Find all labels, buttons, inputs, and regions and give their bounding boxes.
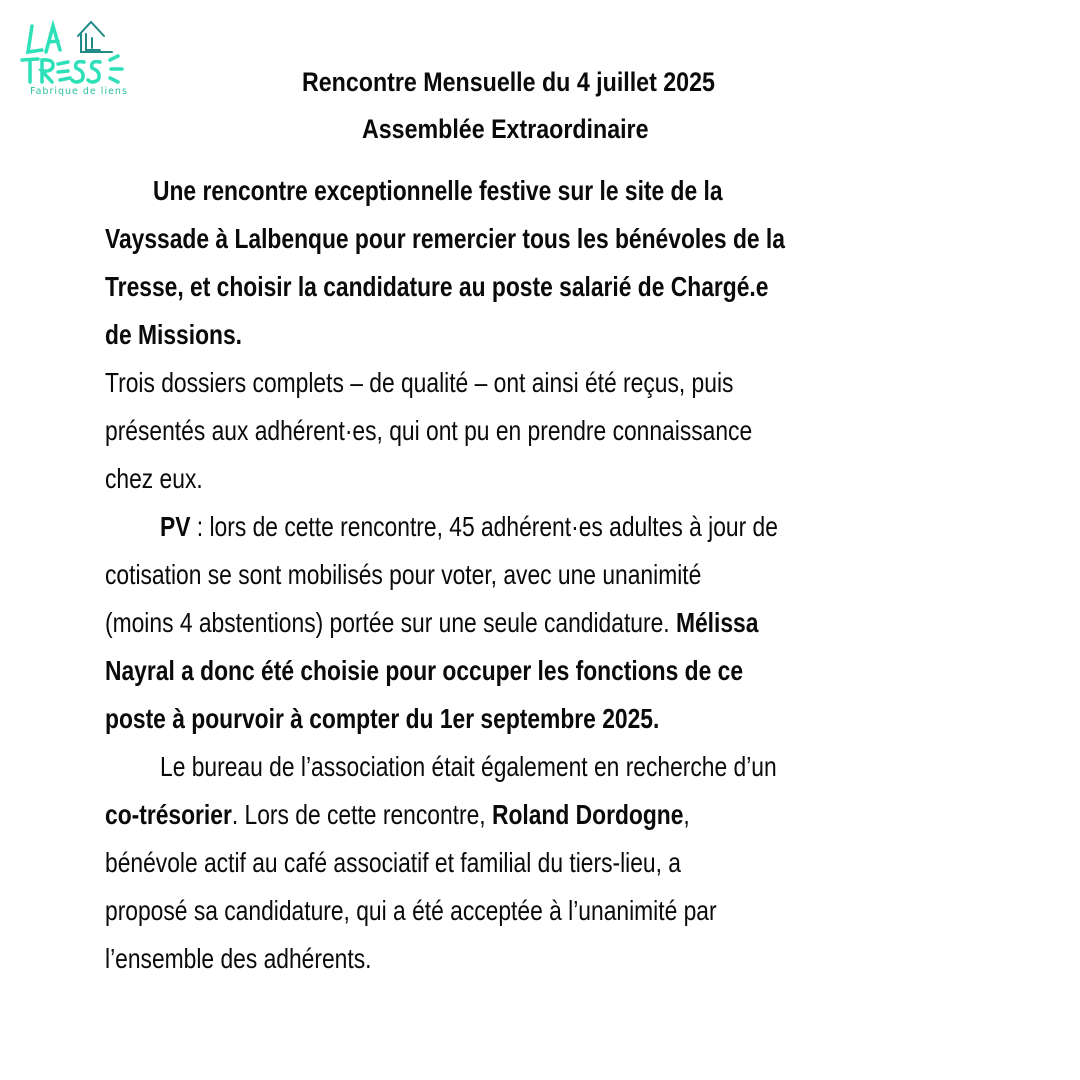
intro-line: Vayssade à Lalbenque pour remercier tous les bénévoles de la <box>105 223 785 254</box>
bureau-text: , <box>683 799 690 830</box>
page-subtitle: Assemblée Extraordinaire <box>362 114 649 144</box>
pv-line <box>160 503 778 551</box>
pv-text: (moins 4 abstentions) portée sur une seule candidature. <box>105 607 676 638</box>
role-label: co-trésorier <box>105 799 232 830</box>
intro-line: Tresse, et choisir la candidature au poste salarié de Chargé.e <box>105 271 769 302</box>
bureau-line <box>105 791 690 839</box>
dossiers-line: Trois dossiers complets – de qualité – ont ainsi été reçus, puis <box>105 367 734 398</box>
pv-text: : lors de cette rencontre, 45 adhérent·es adultes à jour de <box>190 511 778 542</box>
dossiers-line: présentés aux adhérent·es, qui ont pu en prendre connaissance <box>105 415 753 446</box>
page-title: Rencontre Mensuelle du 4 juillet 2025 <box>302 67 715 97</box>
elected-name: Mélissa <box>675 607 759 638</box>
bureau-line: bénévole actif au café associatif et familial du tiers-lieu, a <box>105 847 682 878</box>
pv-line: cotisation se sont mobilisés pour voter, avec une unanimité <box>105 559 702 590</box>
bureau-line: l’ensemble des adhérents. <box>105 943 372 974</box>
bureau-text: . Lors de cette rencontre, <box>231 799 492 830</box>
intro-line: Une rencontre exceptionnelle festive sur le site de la <box>153 175 723 206</box>
treasurer-name: Roland Dordogne <box>491 799 684 830</box>
dossiers-line: chez eux. <box>105 463 203 494</box>
pv-line: Nayral a donc été choisie pour occuper les fonctions de ce <box>105 655 744 686</box>
bureau-line: proposé sa candidature, qui a été acceptée à l’unanimité par <box>105 895 717 926</box>
intro-line: de Missions. <box>105 319 242 350</box>
pv-line: poste à pourvoir à compter du 1er septembre 2025. <box>105 703 660 734</box>
pv-line <box>105 599 758 647</box>
bureau-line: Le bureau de l’association était également en recherche d’un <box>160 751 777 782</box>
pv-label: PV <box>160 511 191 542</box>
logo-tagline: Fabrique de liens <box>30 86 128 97</box>
